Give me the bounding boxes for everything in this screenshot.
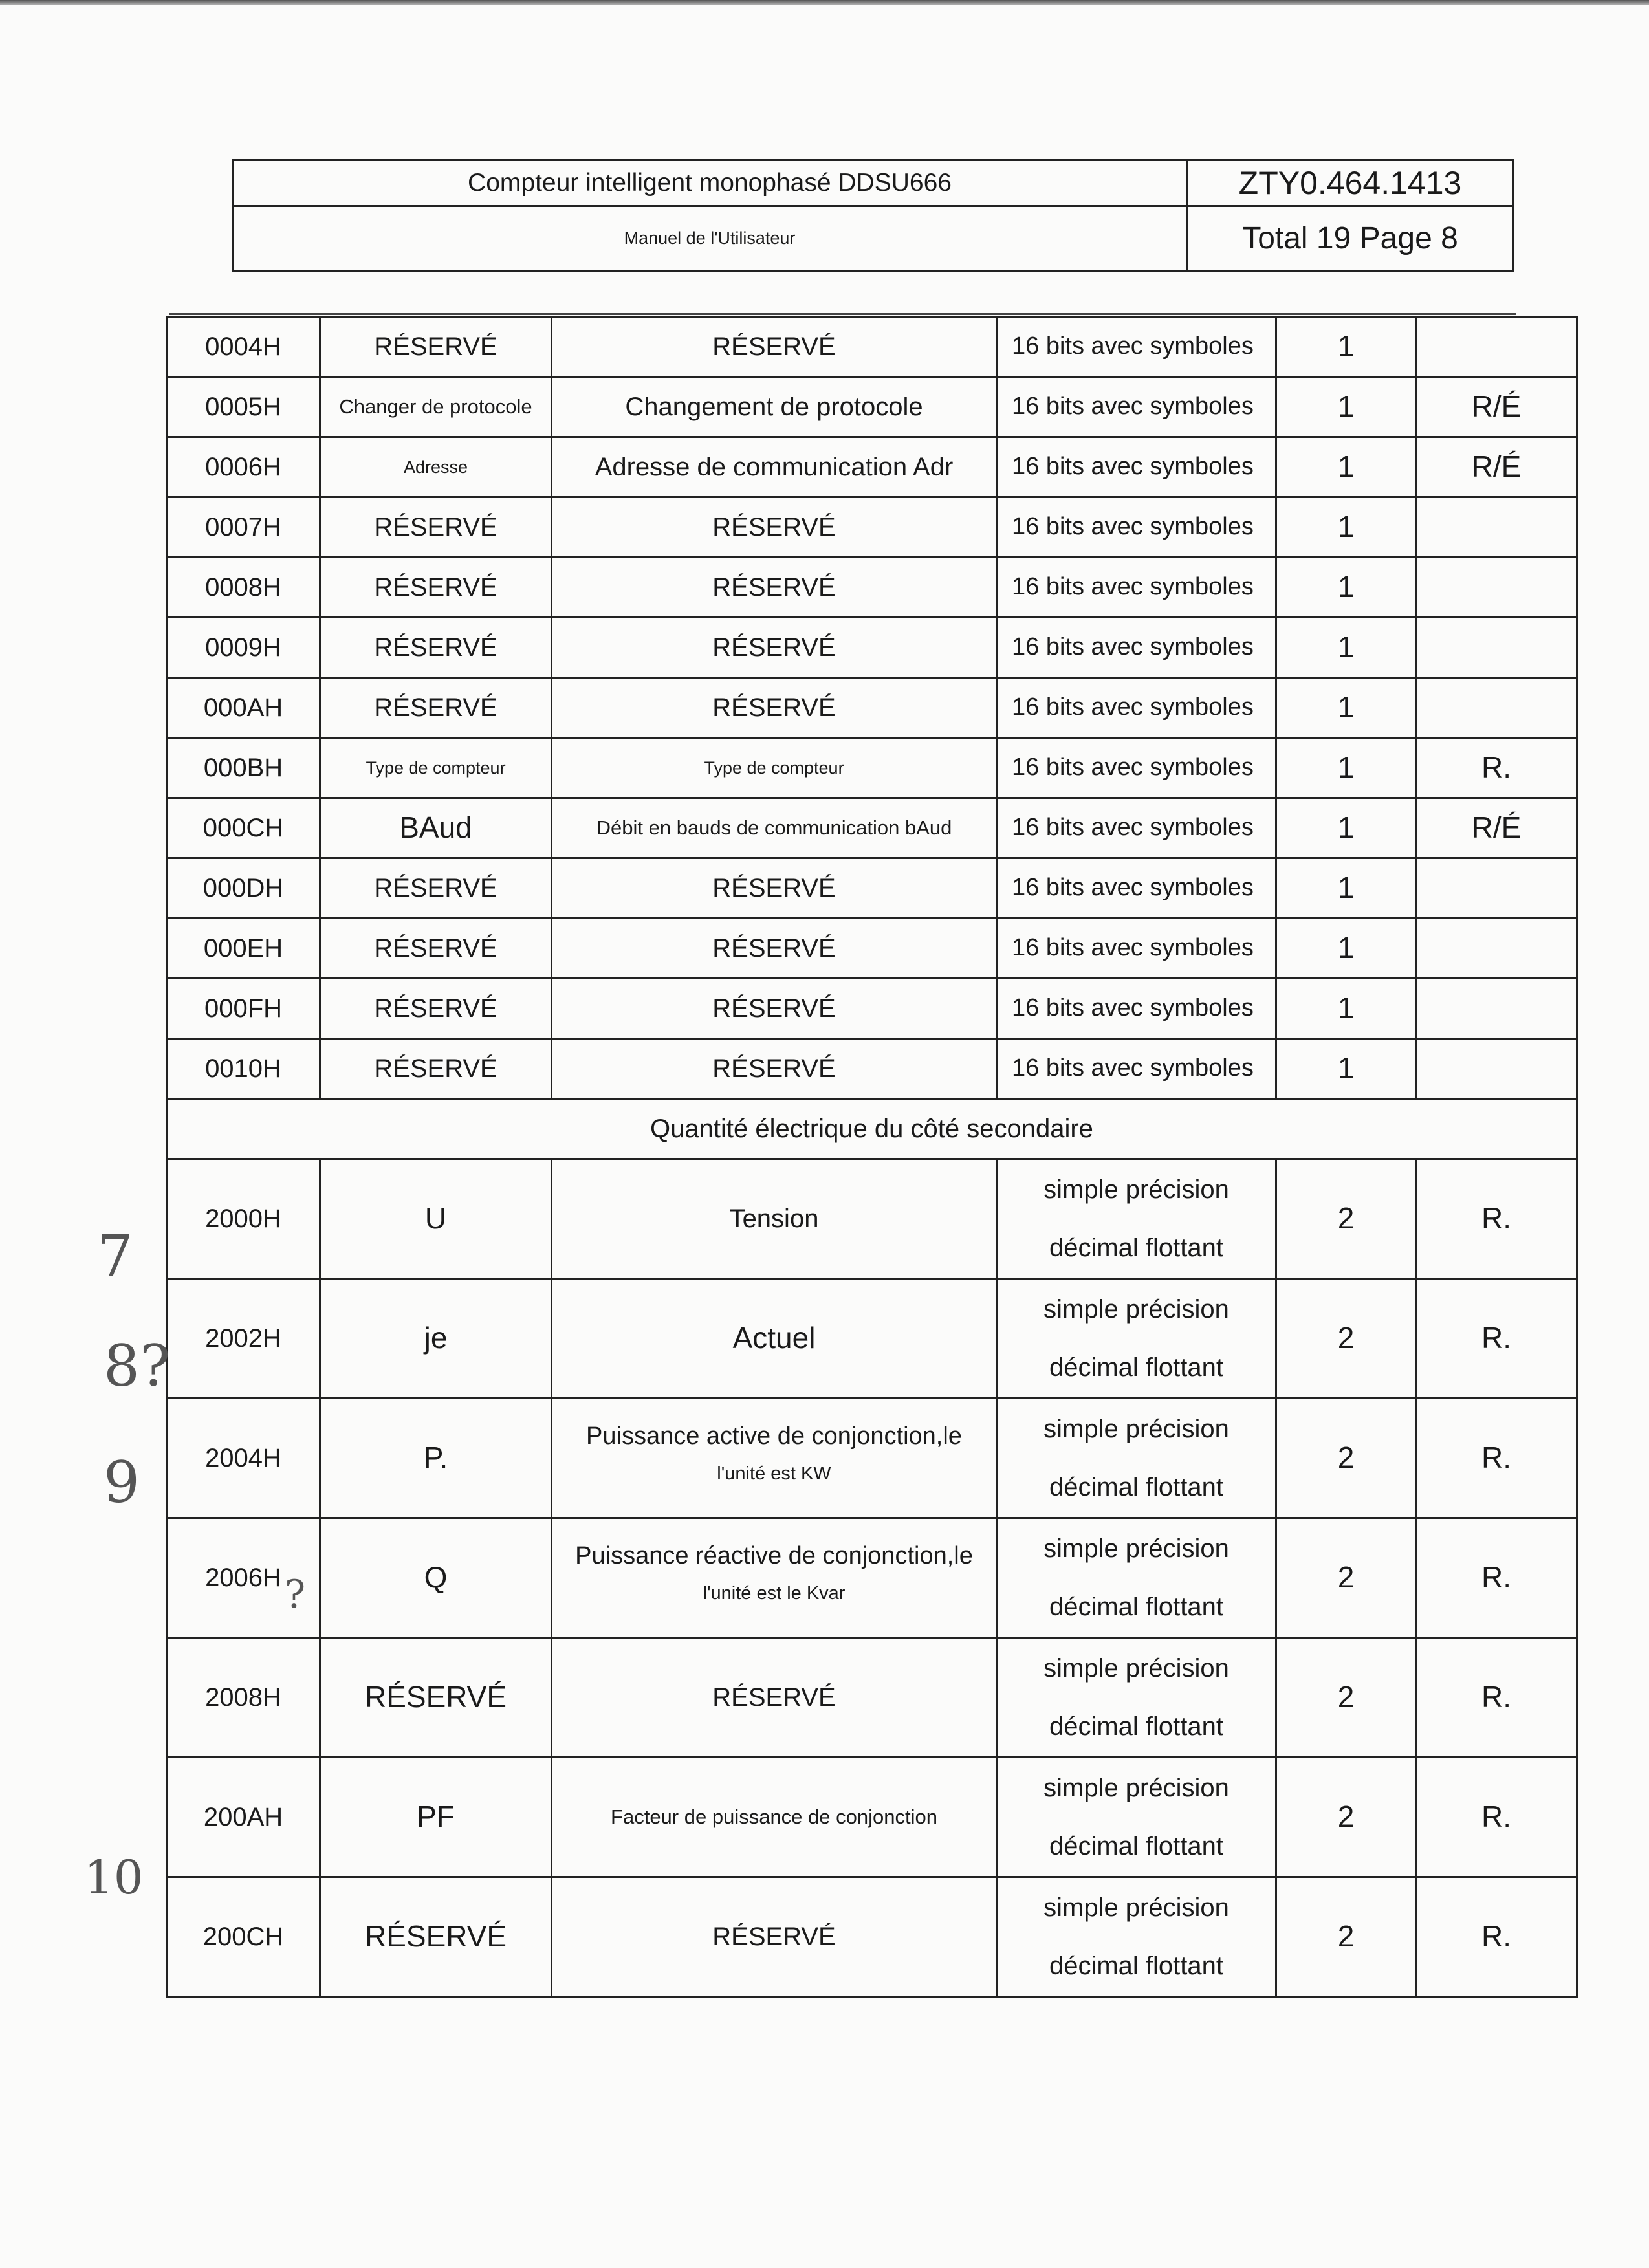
register-address: 0006H: [167, 437, 320, 497]
table-row: [167, 377, 1577, 437]
register-address: 200CH: [167, 1877, 320, 1997]
register-name: U: [320, 1159, 552, 1279]
access-mode: [1416, 979, 1577, 1039]
register-length: 1: [1276, 437, 1416, 497]
access-mode: [1416, 618, 1577, 678]
document-title: Compteur intelligent monophasé DDSU666: [233, 160, 1187, 206]
separator-line: [169, 313, 1516, 315]
data-type: [997, 1518, 1276, 1638]
access-mode: R.: [1416, 1877, 1577, 1997]
register-length: 1: [1276, 317, 1416, 377]
register-description: RÉSERVÉ: [552, 919, 997, 979]
register-length: 1: [1276, 558, 1416, 618]
access-mode: R/É: [1416, 437, 1577, 497]
data-type-line: simple précision: [1043, 1893, 1229, 1922]
data-type: 16 bits avec symboles: [997, 738, 1276, 798]
register-name: RÉSERVÉ: [320, 618, 552, 678]
table-row: [167, 437, 1577, 497]
register-address: 0004H: [167, 317, 320, 377]
scan-top-edge: [0, 0, 1649, 5]
data-type-line: décimal flottant: [1049, 1593, 1224, 1621]
table-row: [167, 1279, 1577, 1399]
register-length: 2: [1276, 1279, 1416, 1399]
register-length: 1: [1276, 678, 1416, 738]
register-description: Type de compteur: [552, 738, 997, 798]
register-length: 1: [1276, 858, 1416, 919]
data-type-line: décimal flottant: [1049, 1234, 1224, 1262]
access-mode: [1416, 558, 1577, 618]
register-description: Facteur de puissance de conjonction: [552, 1758, 997, 1877]
register-address: 200AH: [167, 1758, 320, 1877]
table-row: [167, 1877, 1577, 1997]
register-length: 2: [1276, 1159, 1416, 1279]
register-description: [552, 1518, 997, 1638]
register-description: RÉSERVÉ: [552, 1877, 997, 1997]
register-description: Débit en bauds de communication bAud: [552, 798, 997, 858]
access-mode: [1416, 497, 1577, 558]
data-type: [997, 1399, 1276, 1518]
description-line: l'unité est KW: [717, 1463, 831, 1485]
data-type: [997, 1877, 1276, 1997]
access-mode: R.: [1416, 738, 1577, 798]
handwritten-note: ?: [285, 1572, 306, 1617]
access-mode: R.: [1416, 1758, 1577, 1877]
data-type: 16 bits avec symboles: [997, 497, 1276, 558]
register-name: PF: [320, 1758, 552, 1877]
table-row: [167, 558, 1577, 618]
data-type: 16 bits avec symboles: [997, 558, 1276, 618]
access-mode: [1416, 858, 1577, 919]
access-mode: R/É: [1416, 377, 1577, 437]
data-type: [997, 1159, 1276, 1279]
table-row: [167, 738, 1577, 798]
register-address: 000EH: [167, 919, 320, 979]
data-type-line: décimal flottant: [1049, 1832, 1224, 1860]
register-description: [552, 1399, 997, 1518]
register-name: RÉSERVÉ: [320, 1638, 552, 1758]
register-address: 0005H: [167, 377, 320, 437]
data-type-line: simple précision: [1043, 1534, 1229, 1563]
section-title: Quantité électrique du côté secondaire: [167, 1099, 1577, 1159]
access-mode: R.: [1416, 1279, 1577, 1399]
register-name: RÉSERVÉ: [320, 558, 552, 618]
data-type: 16 bits avec symboles: [997, 858, 1276, 919]
access-mode: R.: [1416, 1518, 1577, 1638]
table-row: [167, 1399, 1577, 1518]
register-name: je: [320, 1279, 552, 1399]
register-description: RÉSERVÉ: [552, 497, 997, 558]
table-row: [167, 1518, 1577, 1638]
access-mode: [1416, 1039, 1577, 1099]
data-type-line: décimal flottant: [1049, 1712, 1224, 1741]
document-subtitle: Manuel de l'Utilisateur: [233, 206, 1187, 271]
register-name: RÉSERVÉ: [320, 979, 552, 1039]
register-address: 2004H: [167, 1399, 320, 1518]
document-header: [232, 159, 1514, 272]
register-length: 2: [1276, 1638, 1416, 1758]
handwritten-note: 7: [97, 1223, 133, 1289]
table-row: [167, 919, 1577, 979]
register-length: 2: [1276, 1758, 1416, 1877]
access-mode: [1416, 317, 1577, 377]
page-info: Total 19 Page 8: [1187, 206, 1514, 271]
table-row: [167, 1758, 1577, 1877]
description-line: Puissance active de conjonction,le: [586, 1422, 962, 1450]
register-name: P.: [320, 1399, 552, 1518]
data-type: 16 bits avec symboles: [997, 437, 1276, 497]
data-type: 16 bits avec symboles: [997, 979, 1276, 1039]
table-row: [167, 317, 1577, 377]
register-length: 1: [1276, 618, 1416, 678]
register-address: 0007H: [167, 497, 320, 558]
register-address: 0009H: [167, 618, 320, 678]
register-length: 2: [1276, 1877, 1416, 1997]
table-row: [167, 1159, 1577, 1279]
register-name: RÉSERVÉ: [320, 497, 552, 558]
register-table: [166, 316, 1578, 1998]
register-length: 1: [1276, 377, 1416, 437]
description-line: Puissance réactive de conjonction,le: [575, 1542, 973, 1569]
register-length: 1: [1276, 497, 1416, 558]
register-name: RÉSERVÉ: [320, 919, 552, 979]
handwritten-note: 9: [104, 1449, 140, 1516]
register-name: RÉSERVÉ: [320, 858, 552, 919]
register-address: 000AH: [167, 678, 320, 738]
register-description: RÉSERVÉ: [552, 558, 997, 618]
register-name: RÉSERVÉ: [320, 317, 552, 377]
register-length: 1: [1276, 979, 1416, 1039]
register-description: Actuel: [552, 1279, 997, 1399]
register-description: RÉSERVÉ: [552, 618, 997, 678]
register-description: RÉSERVÉ: [552, 678, 997, 738]
data-type-line: décimal flottant: [1049, 1952, 1224, 1980]
data-type-line: décimal flottant: [1049, 1473, 1224, 1501]
register-name: Adresse: [320, 437, 552, 497]
register-length: 2: [1276, 1399, 1416, 1518]
data-type: 16 bits avec symboles: [997, 377, 1276, 437]
register-length: 1: [1276, 1039, 1416, 1099]
table-row: [167, 979, 1577, 1039]
data-type: 16 bits avec symboles: [997, 798, 1276, 858]
access-mode: R/É: [1416, 798, 1577, 858]
register-address: 000BH: [167, 738, 320, 798]
register-length: 1: [1276, 738, 1416, 798]
access-mode: R.: [1416, 1399, 1577, 1518]
table-row: [167, 858, 1577, 919]
register-description: RÉSERVÉ: [552, 1638, 997, 1758]
register-address: 2002H: [167, 1279, 320, 1399]
description-line: l'unité est le Kvar: [703, 1583, 846, 1604]
register-address: 2000H: [167, 1159, 320, 1279]
section-header-row: [167, 1099, 1577, 1159]
data-type: 16 bits avec symboles: [997, 678, 1276, 738]
register-description: Adresse de communication Adr: [552, 437, 997, 497]
register-address: 000FH: [167, 979, 320, 1039]
table-row: [167, 1638, 1577, 1758]
register-name: RÉSERVÉ: [320, 678, 552, 738]
register-description: Changement de protocole: [552, 377, 997, 437]
data-type: [997, 1638, 1276, 1758]
table-row: [167, 1039, 1577, 1099]
handwritten-note: 8?: [104, 1333, 171, 1399]
table-row: [167, 678, 1577, 738]
data-type: 16 bits avec symboles: [997, 317, 1276, 377]
register-address: 0008H: [167, 558, 320, 618]
register-description: RÉSERVÉ: [552, 317, 997, 377]
register-address: 000DH: [167, 858, 320, 919]
access-mode: [1416, 919, 1577, 979]
register-length: 1: [1276, 798, 1416, 858]
data-type: 16 bits avec symboles: [997, 1039, 1276, 1099]
data-type-line: simple précision: [1043, 1774, 1229, 1802]
register-name: RÉSERVÉ: [320, 1877, 552, 1997]
handwritten-note: 10: [84, 1850, 144, 1904]
access-mode: [1416, 678, 1577, 738]
register-table-body: [167, 317, 1577, 1997]
register-name: BAud: [320, 798, 552, 858]
access-mode: R.: [1416, 1159, 1577, 1279]
table-row: [167, 497, 1577, 558]
register-address: 000CH: [167, 798, 320, 858]
register-description: RÉSERVÉ: [552, 1039, 997, 1099]
data-type: [997, 1758, 1276, 1877]
register-address: 0010H: [167, 1039, 320, 1099]
data-type-line: décimal flottant: [1049, 1353, 1224, 1382]
register-address: 2006H: [167, 1518, 320, 1638]
register-description: RÉSERVÉ: [552, 858, 997, 919]
data-type-line: simple précision: [1043, 1415, 1229, 1443]
data-type: 16 bits avec symboles: [997, 919, 1276, 979]
register-name: RÉSERVÉ: [320, 1039, 552, 1099]
table-row: [167, 798, 1577, 858]
document-code: ZTY0.464.1413: [1187, 160, 1514, 206]
register-name: Q: [320, 1518, 552, 1638]
table-row: [167, 618, 1577, 678]
register-description: RÉSERVÉ: [552, 979, 997, 1039]
register-address: 2008H: [167, 1638, 320, 1758]
register-description: Tension: [552, 1159, 997, 1279]
data-type: 16 bits avec symboles: [997, 618, 1276, 678]
data-type: [997, 1279, 1276, 1399]
data-type-line: simple précision: [1043, 1175, 1229, 1204]
register-length: 1: [1276, 919, 1416, 979]
register-length: 2: [1276, 1518, 1416, 1638]
register-name: Changer de protocole: [320, 377, 552, 437]
access-mode: R.: [1416, 1638, 1577, 1758]
data-type-line: simple précision: [1043, 1654, 1229, 1683]
register-name: Type de compteur: [320, 738, 552, 798]
data-type-line: simple précision: [1043, 1295, 1229, 1324]
